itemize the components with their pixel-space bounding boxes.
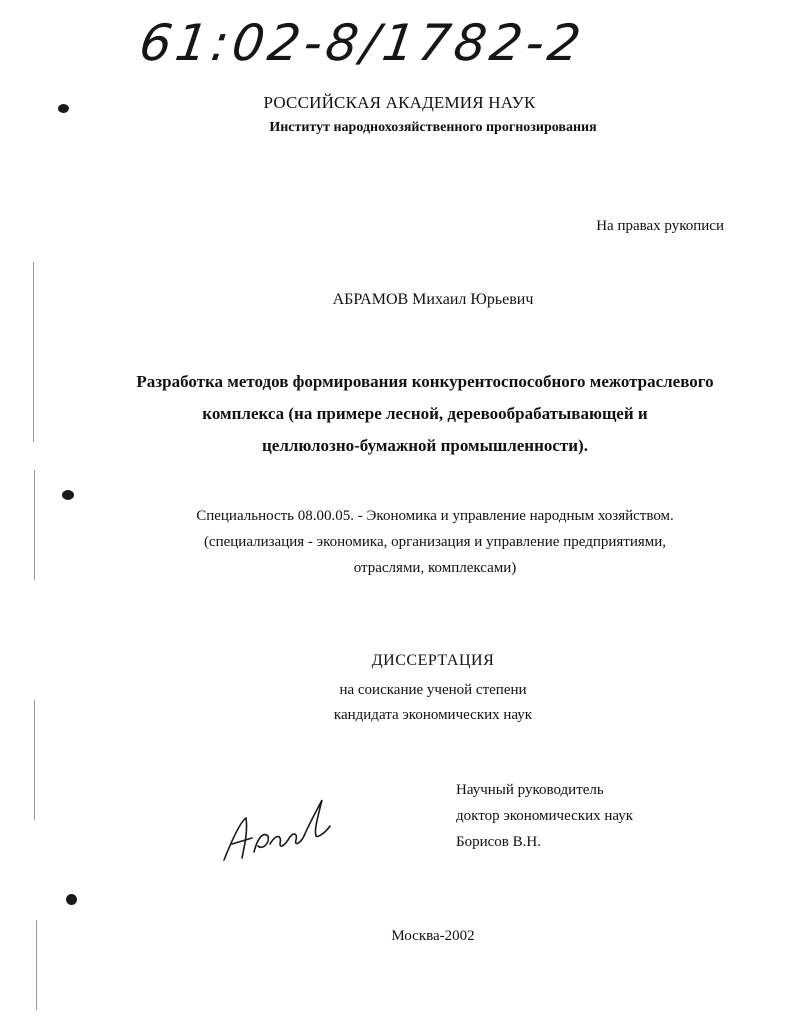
scan-margin-line [33, 262, 34, 442]
title-line: целлюлозно-бумажной промышленности). [262, 436, 588, 455]
ink-blot-icon [66, 894, 77, 905]
rights-note: На правах рукописи [596, 218, 724, 234]
ink-blot-icon [62, 490, 74, 500]
handwritten-catalog-number: 61:02-8/1782-2 [135, 14, 588, 72]
dissertation-heading: ДИССЕРТАЦИЯ [371, 652, 495, 669]
signature-icon [218, 792, 333, 867]
author-name: АБРАМОВ Михаил Юрьевич [332, 291, 534, 308]
city-year: Москва-2002 [391, 928, 475, 944]
title-line: Разработка методов формирования конкурентоспособного межотраслевого [136, 372, 714, 391]
specialty-line: (специализация - экономика, организация и управление предприятиями, [203, 534, 667, 550]
institute-name: Институт народнохозяйственного прогнозирования [269, 120, 597, 135]
scan-margin-line [34, 470, 35, 580]
scan-margin-line [36, 920, 37, 1010]
supervisor-line: Борисов В.Н. [456, 834, 541, 850]
scan-margin-line [34, 700, 35, 820]
degree-line: кандидата экономических наук [333, 707, 533, 723]
specialty-line: отраслями, комплексами) [353, 560, 517, 576]
dissertation-title [110, 366, 740, 462]
specialty-block [160, 503, 710, 581]
supervisor-block [456, 777, 633, 855]
supervisor-line: Научный руководитель [456, 782, 604, 798]
organization-name: РОССИЙСКАЯ АКАДЕМИЯ НАУК [263, 93, 536, 112]
supervisor-line: доктор экономических наук [456, 808, 634, 824]
ink-blot-icon [58, 104, 69, 113]
degree-line: на соискание ученой степени [339, 682, 527, 698]
specialty-line: Специальность 08.00.05. - Экономика и управление народным хозяйством. [196, 508, 674, 524]
degree-block [0, 678, 799, 728]
title-line: комплекса (на примере лесной, деревообрабатывающей и [202, 404, 648, 423]
